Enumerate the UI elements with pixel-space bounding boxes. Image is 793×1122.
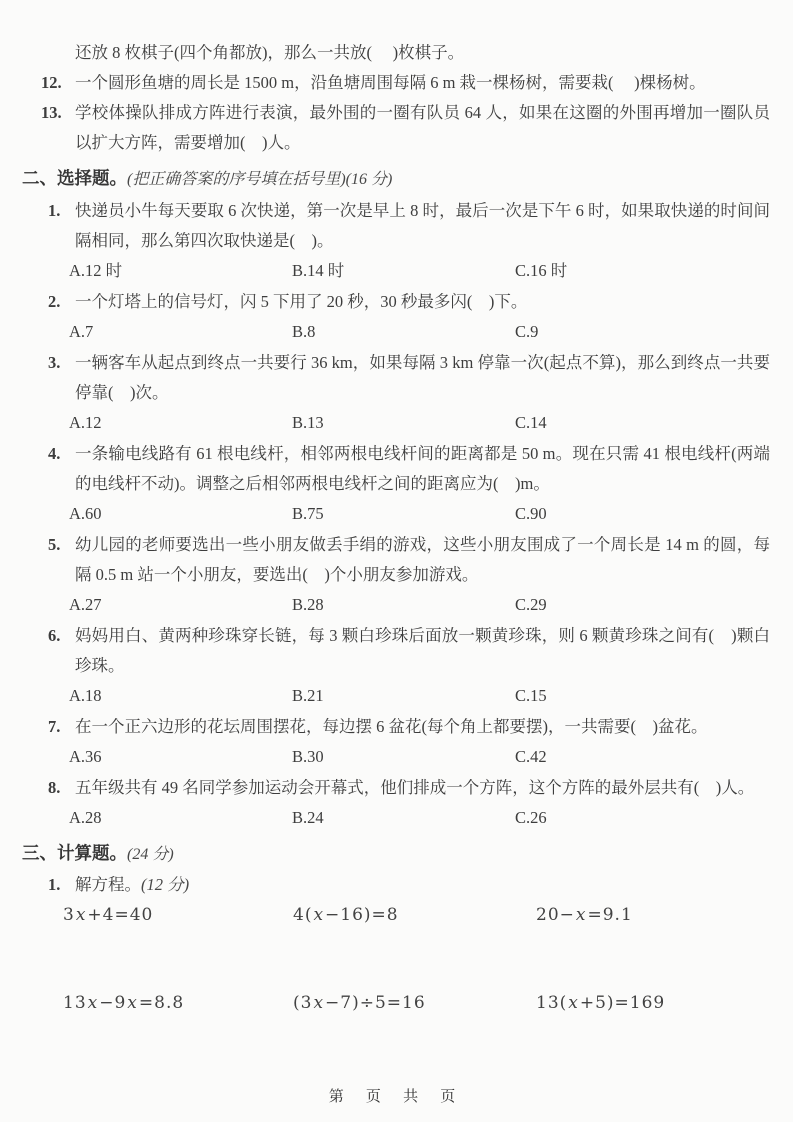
question-item-3 bbox=[22, 348, 770, 408]
question-continuation: 还放 8 枚棋子(四个角都放)，那么一共放( )枚棋子。 bbox=[75, 43, 465, 62]
question-text: 一辆客车从起点到终点一共要行 36 km，如果每隔 3 km 停靠一次(起点不算)，那么到终点一共要停靠( )次。 bbox=[75, 353, 770, 402]
question-number: 5. bbox=[48, 535, 61, 554]
question-item-6 bbox=[22, 621, 770, 681]
section-title: 二、选择题。 bbox=[22, 168, 127, 188]
subsection-score: (12 分) bbox=[141, 875, 190, 894]
options-row-7 bbox=[22, 742, 770, 772]
option-b: B.24 bbox=[292, 808, 324, 827]
options-row-2 bbox=[22, 317, 770, 347]
option-c: C.9 bbox=[515, 322, 539, 341]
question-item-2 bbox=[22, 287, 770, 317]
section-calc-header bbox=[22, 838, 770, 870]
question-number: 7. bbox=[48, 717, 61, 736]
option-b: B.28 bbox=[292, 595, 324, 614]
question-number: 3. bbox=[48, 353, 61, 372]
question-number: 1. bbox=[48, 875, 61, 894]
question-item-8 bbox=[22, 773, 770, 803]
question-number: 12. bbox=[41, 73, 62, 92]
option-c: C.14 bbox=[515, 413, 547, 432]
equation: 3x+4=40 bbox=[63, 905, 154, 925]
options-row-3 bbox=[22, 408, 770, 438]
equation-row-2 bbox=[22, 988, 770, 1018]
equation: 13(x+5)=169 bbox=[536, 993, 666, 1013]
question-text: 幼儿园的老师要选出一些小朋友做丢手绢的游戏，这些小朋友围成了一个周长是 14 m 的圆，每隔 0.5 m 站一个小朋友，要选出( )个小朋友参加游戏。 bbox=[75, 535, 770, 584]
equation: 20−x=9.1 bbox=[536, 905, 633, 925]
calc-subsection-header bbox=[22, 870, 770, 900]
section-title: 三、计算题。 bbox=[22, 843, 127, 863]
question-number: 4. bbox=[48, 444, 61, 463]
equation: 13x−9x=8.8 bbox=[63, 993, 185, 1013]
subsection-text: 解方程。 bbox=[75, 875, 141, 894]
option-b: B.30 bbox=[292, 747, 324, 766]
options-row-5 bbox=[22, 590, 770, 620]
question-text: 快递员小牛每天要取 6 次快递，第一次是早上 8 时，最后一次是下午 6 时，如果取快递的时间间隔相同，那么第四次取快递是( )。 bbox=[75, 201, 770, 250]
question-number: 6. bbox=[48, 626, 61, 645]
option-a: A.60 bbox=[69, 504, 102, 523]
option-c: C.90 bbox=[515, 504, 547, 523]
option-a: A.12 bbox=[69, 413, 102, 432]
equation: 4(x−16)=8 bbox=[293, 905, 399, 925]
question-item-12 bbox=[22, 68, 770, 98]
option-a: A.18 bbox=[69, 686, 102, 705]
options-row-6 bbox=[22, 681, 770, 711]
option-a: A.28 bbox=[69, 808, 102, 827]
option-b: B.8 bbox=[292, 322, 316, 341]
section-score: (24 分) bbox=[127, 846, 174, 863]
question-number: 2. bbox=[48, 292, 61, 311]
question-text: 一个圆形鱼塘的周长是 1500 m，沿鱼塘周围每隔 6 m 栽一棵杨树，需要栽( )棵杨树。 bbox=[75, 73, 706, 92]
question-text: 一条输电线路有 61 根电线杆，相邻两根电线杆间的距离都是 50 m。现在只需 41 根电线杆(两端的电线杆不动)。调整之后相邻两根电线杆之间的距离应为( )m。 bbox=[75, 444, 770, 493]
option-c: C.29 bbox=[515, 595, 547, 614]
question-text: 一个灯塔上的信号灯，闪 5 下用了 20 秒，30 秒最多闪( )下。 bbox=[75, 292, 528, 311]
option-c: C.42 bbox=[515, 747, 547, 766]
question-number: 13. bbox=[41, 103, 62, 122]
paper-content bbox=[22, 38, 770, 1018]
option-a: A.36 bbox=[69, 747, 102, 766]
option-a: A.7 bbox=[69, 322, 94, 341]
question-number: 8. bbox=[48, 778, 61, 797]
options-row-1 bbox=[22, 256, 770, 286]
option-b: B.75 bbox=[292, 504, 324, 523]
option-c: C.16 时 bbox=[515, 261, 568, 280]
option-c: C.15 bbox=[515, 686, 547, 705]
equation-row-1 bbox=[22, 900, 770, 930]
question-item-5 bbox=[22, 530, 770, 590]
option-b: B.21 bbox=[292, 686, 324, 705]
question-text: 妈妈用白、黄两种珍珠穿长链，每 3 颗白珍珠后面放一颗黄珍珠，则 6 颗黄珍珠之间有( )颗白珍珠。 bbox=[75, 626, 770, 675]
section-choice-header bbox=[22, 163, 770, 195]
option-b: B.13 bbox=[292, 413, 324, 432]
question-item-13 bbox=[22, 98, 770, 158]
option-b: B.14 时 bbox=[292, 261, 345, 280]
question-text: 五年级共有 49 名同学参加运动会开幕式，他们排成一个方阵，这个方阵的最外层共有( )人。 bbox=[75, 778, 755, 797]
question-text: 学校体操队排成方阵进行表演，最外围的一圈有队员 64 人，如果在这圈的外围再增加一圈队员以扩大方阵，需要增加( )人。 bbox=[75, 103, 770, 152]
page-footer: 第 页 共 页 bbox=[328, 1088, 465, 1105]
equation: (3x−7)÷5=16 bbox=[293, 993, 426, 1013]
option-c: C.26 bbox=[515, 808, 547, 827]
section-subtitle: (把正确答案的序号填在括号里)(16 分) bbox=[127, 171, 393, 188]
question-item-7 bbox=[22, 712, 770, 742]
options-row-8 bbox=[22, 803, 770, 833]
option-a: A.12 时 bbox=[69, 261, 123, 280]
option-a: A.27 bbox=[69, 595, 102, 614]
options-row-4 bbox=[22, 499, 770, 529]
question-text: 在一个正六边形的花坛周围摆花，每边摆 6 盆花(每个角上都要摆)，一共需要( )盆花。 bbox=[75, 717, 708, 736]
question-number: 1. bbox=[48, 201, 61, 220]
question-item-1 bbox=[22, 196, 770, 256]
question-item-4 bbox=[22, 439, 770, 499]
